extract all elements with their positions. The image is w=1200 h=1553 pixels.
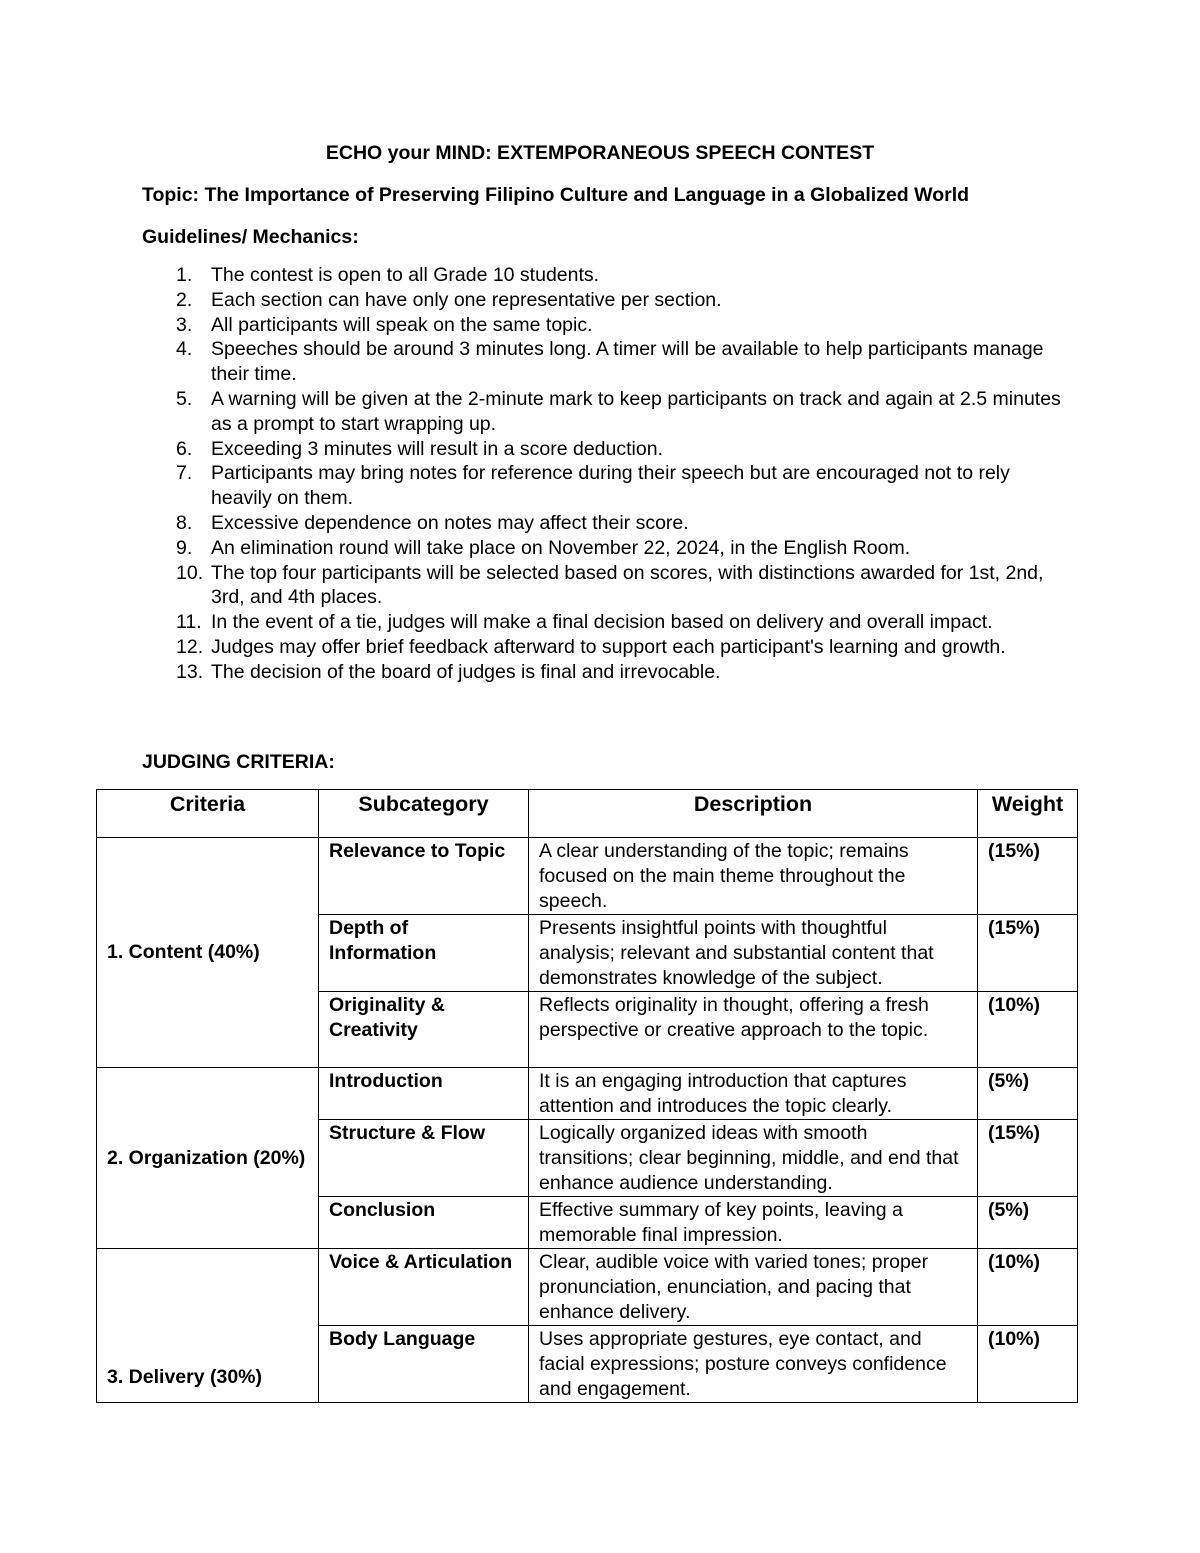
guidelines-heading: Guidelines/ Mechanics:	[142, 226, 359, 248]
weight-cell: (10%)	[978, 1326, 1078, 1403]
list-item-number: 11.	[176, 611, 202, 634]
list-item-text: Speeches should be around 3 minutes long. A timer will be available to help participants manage their time.	[211, 338, 1044, 386]
column-header-weight: Weight	[978, 790, 1078, 838]
list-item-text: Excessive dependence on notes may affect their score.	[211, 511, 689, 534]
list-item-number: 1.	[176, 264, 193, 286]
list-item-text: All participants will speak on the same topic.	[211, 313, 593, 336]
list-item-text: The contest is open to all Grade 10 students.	[211, 264, 600, 286]
weight-cell: (15%)	[978, 838, 1078, 915]
list-item	[0, 437, 1071, 462]
list-item-text: A warning will be given at the 2-minute mark to keep participants on track and again at 2.5 minutes as a prompt to start wrapping up.	[211, 387, 1061, 435]
list-item	[0, 536, 1071, 561]
subcategory-cell: Voice & Articulation	[319, 1249, 529, 1326]
description-cell: A clear understanding of the topic; remains focused on the main theme throughout the speech.	[529, 838, 978, 915]
subcategory-cell: Body Language	[319, 1326, 529, 1403]
table-header-row	[97, 790, 1078, 838]
list-item	[0, 337, 1071, 387]
list-item-number: 2.	[176, 288, 193, 311]
list-item	[0, 313, 1071, 338]
list-item-number: 7.	[176, 462, 193, 485]
list-item-text: In the event of a tie, judges will make a final decision based on delivery and overall impact.	[211, 611, 993, 634]
list-item-text: The top four participants will be selected based on scores, with distinctions awarded for 1st, 2nd, 3rd, and 4th places.	[211, 561, 1044, 609]
list-item-text: Participants may bring notes for reference during their speech but are encouraged not to rely heavily on them.	[211, 462, 1010, 510]
list-item-text: Judges may offer brief feedback afterward to support each participant's learning and growth.	[211, 635, 1006, 658]
column-header-criteria: Criteria	[97, 790, 319, 838]
list-item	[0, 660, 1071, 685]
weight-cell: (10%)	[978, 992, 1078, 1068]
list-item	[0, 561, 1071, 611]
list-item-number: 6.	[176, 437, 193, 460]
criteria-cell: 2. Organization (20%)	[97, 1068, 319, 1249]
table-row	[97, 838, 1078, 915]
list-item-text: Exceeding 3 minutes will result in a score deduction.	[211, 437, 663, 460]
list-item-number: 9.	[176, 536, 193, 559]
subcategory-cell: Depth of Information	[319, 915, 529, 992]
subcategory-cell: Introduction	[319, 1068, 529, 1120]
list-item-text: The decision of the board of judges is final and irrevocable.	[211, 660, 721, 683]
judging-criteria-heading: JUDGING CRITERIA:	[142, 751, 335, 773]
list-item-text: Each section can have only one representative per section.	[211, 288, 722, 311]
weight-cell: (5%)	[978, 1068, 1078, 1120]
list-item	[0, 288, 1071, 313]
list-item-number: 5.	[176, 387, 193, 410]
list-item-text: An elimination round will take place on November 22, 2024, in the English Room.	[211, 536, 911, 559]
criteria-cell: 1. Content (40%)	[97, 838, 319, 1068]
topic-line: Topic: The Importance of Preserving Filipino Culture and Language in a Globalized World	[142, 184, 970, 206]
subcategory-cell: Conclusion	[319, 1197, 529, 1249]
list-item-number: 8.	[176, 511, 193, 534]
table-row	[97, 1249, 1078, 1326]
list-item	[0, 610, 1071, 635]
description-cell: Presents insightful points with thoughtful analysis; relevant and substantial content that demonstrates knowledge of the subject.	[529, 915, 978, 992]
list-item	[0, 511, 1071, 536]
list-item-number: 3.	[176, 313, 193, 336]
weight-cell: (10%)	[978, 1249, 1078, 1326]
list-item	[0, 635, 1071, 660]
list-item	[0, 263, 1071, 288]
description-cell: Clear, audible voice with varied tones; proper pronunciation, enunciation, and pacing that enhance delivery.	[529, 1249, 978, 1326]
table-row	[97, 1068, 1078, 1120]
weight-cell: (15%)	[978, 1120, 1078, 1197]
weight-cell: (15%)	[978, 915, 1078, 992]
weight-cell: (5%)	[978, 1197, 1078, 1249]
description-cell: Logically organized ideas with smooth transitions; clear beginning, middle, and end that enhance audience understanding.	[529, 1120, 978, 1197]
guidelines-list	[0, 263, 1071, 685]
column-header-subcategory: Subcategory	[319, 790, 529, 838]
description-cell: Uses appropriate gestures, eye contact, and facial expressions; posture conveys confidence and engagement.	[529, 1326, 978, 1403]
description-cell: Effective summary of key points, leaving a memorable final impression.	[529, 1197, 978, 1249]
list-item-number: 10.	[176, 561, 204, 584]
column-header-description: Description	[529, 790, 978, 838]
list-item-number: 12.	[176, 635, 204, 658]
description-cell: Reflects originality in thought, offering a fresh perspective or creative approach to the topic.	[529, 992, 978, 1068]
subcategory-cell: Structure & Flow	[319, 1120, 529, 1197]
judging-criteria-table	[96, 789, 1078, 1403]
subcategory-cell: Relevance to Topic	[319, 838, 529, 915]
list-item-number: 4.	[176, 338, 193, 361]
description-cell: It is an engaging introduction that captures attention and introduces the topic clearly.	[529, 1068, 978, 1120]
document-title: ECHO your MIND: EXTEMPORANEOUS SPEECH CONTEST	[325, 142, 875, 164]
list-item	[0, 387, 1071, 437]
list-item-number: 13.	[176, 660, 204, 683]
criteria-cell: 3. Delivery (30%)	[97, 1249, 319, 1403]
subcategory-cell: Originality & Creativity	[319, 992, 529, 1068]
list-item	[0, 461, 1071, 511]
